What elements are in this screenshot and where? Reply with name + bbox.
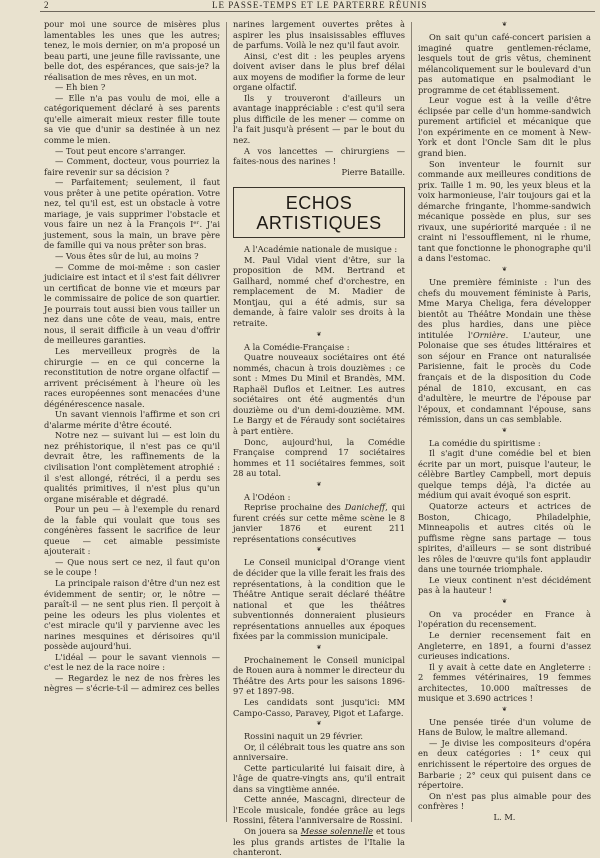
paragraph: On n'est pas plus aimable pour des confrères !: [418, 790, 591, 812]
paragraph: Cette particularité lui faisait dire, à l'âge de quatre-vingts ans, qu'il entrait dans sa vingtième année.: [233, 762, 405, 794]
separator-ornament: ❦: [316, 720, 322, 728]
header-rule: [40, 11, 595, 12]
author-signature: L. M.: [493, 811, 516, 822]
paragraph: Prochainement le Conseil municipal de Rouen aura à nommer le directeur du Théâtre des Arts pour les saisons 1896-97 et 1897-98.: [233, 654, 405, 697]
paragraph: pour moi une source de misères plus lamentables les unes que les autres; tenez, le mois dernier, on m'a proposé un beau parti, une jeune fille ravissante, une belle dot, des espérances, que sais-je? la réalisation de mes rêves, en un mot.: [44, 19, 220, 82]
separator-ornament: ❦: [316, 330, 322, 338]
section-subhead: La comédie du spiritisme :: [429, 437, 541, 448]
paragraph: Notre nez — suivant lui — est loin du nez préhistorique, il n'est pas ce qu'il devrait être, les raffinements de la civilisation l'ont complètement atrophié : il s'est allongé, rétréci, il a perdu ses qualités primitives, il n'est plus qu'un organe misérable et dégradé.: [44, 430, 220, 504]
separator-ornament: ❦: [316, 480, 322, 488]
paragraph: — Regardez le nez de nos frères les nègres — s'écrie-t-il — admirez ces belles: [44, 672, 220, 694]
paragraph: Le dernier recensement fait en Angleterre, en 1891, a fourni d'assez curieuses indications.: [418, 629, 591, 662]
paragraph: Les merveilleux progrès de la chirurgie — en ce qui concerne la reconstitution de notre organe olfactif — arrivent précisément à l'heure où les races européennes sont menacées d'une dégénérescence nasale.: [44, 345, 220, 409]
author-signature: Pierre Bataille.: [341, 166, 405, 177]
separator-ornament: ❦: [501, 426, 508, 434]
separator-ornament: ❦: [316, 643, 322, 651]
paragraph: Cette année, Mascagni, directeur de l'Ecole musicale, fondée grâce au legs Rossini, fêtera l'anniversaire de Rossini.: [233, 794, 405, 826]
play-title: Ornière: [473, 329, 506, 340]
section-subhead: A l'Académie nationale de musique :: [244, 244, 398, 255]
page-number: 2: [44, 0, 50, 10]
section-subhead: A la Comédie-Française :: [244, 341, 350, 352]
paragraph: Donc, aujourd'hui, la Comédie Française comprend 17 sociétaires hommes et 11 sociétaires femmes, soit 28 au total.: [233, 436, 405, 479]
paragraph: Son inventeur le fournit sur commande aux meilleures conditions de prix. Taille 1 m. 90, les yeux bleus et la voix harmonieuse, l'air toujours gai et la démarche fringante, l'homme-sandwich mécanique possède en plus, sur ses rivaux, une supériorité marquée : il ne craint ni l'essoufflement, ni le rhume, tant que fonctionne le phonographe qu'il a dans l'estomac.: [418, 158, 591, 264]
paragraph: narines largement ouvertes prêtes à aspirer les plus insaisissables effluves de parfums. Voilà le nez qu'il faut avoir.: [233, 19, 405, 51]
column-divider-2: [411, 22, 412, 822]
newspaper-title: LE PASSE-TEMPS ET LE PARTERRE RÉUNIS: [212, 0, 428, 10]
paragraph: Leur vogue est à la veille d'être éclipsée par celle d'un homme-sandwich purement artificiel et mécanique que l'on expérimente en ce moment à New-York et dont l'Oncle Sam dit le plus grand bien.: [418, 95, 591, 159]
paragraph: — Elle n'a pas voulu de moi, elle a catégoriquement déclaré à ses parents qu'elle aimerait mieux rester fille toute sa vie que d'unir sa destinée à un nez comme le mien.: [44, 92, 220, 146]
paragraph: Pour un peu — à l'exemple du renard de la fable qui voulait que tous ses congénères fassent le sacrifice de leur queue — cet aimable pessimiste ajouterait :: [44, 504, 220, 557]
column-3: [418, 19, 591, 822]
paragraph: M. Paul Vidal vient d'être, sur la proposition de MM. Bertrand et Gailhard, nommé chef d'orchestre, en remplacement de M. Madier de Montjau, qui a été admis, sur sa demande, à faire valoir ses droits à la retraite.: [233, 254, 405, 329]
separator-ornament: ❦: [501, 705, 508, 713]
separator-ornament: ❦: [316, 546, 322, 554]
paragraph: Quatorze acteurs et actrices de Boston, Chicago, Philadelphie, Minneapolis et autres cités où le puffisme règne sans partage — tous spirites, d'ailleurs — se sont distribué les rôles de l'œuvre qu'ils font applaudir dans une tournée triomphale.: [418, 500, 591, 575]
paragraph: Quatre nouveaux sociétaires ont été nommés, chacun à trois douzièmes : ce sont : Mmes Du Minil et Brandès, MM. Raphaël Duflos et Leitner. Les autres sociétaires ont été augmentés d'un douzième ou d'un demi-douzième. MM. Le Bargy et de Féraudy sont sociétaires à part entière.: [233, 352, 405, 436]
paragraph: L'idéal — pour le savant viennois — c'est le nez de la race noire :: [44, 651, 220, 673]
paragraph: On sait qu'un café-concert parisien a imaginé quatre gentlemen-réclame, lesquels tout de gris vêtus, cheminent mélancoliquement sur le boulevard d'un pas automatique en psalmodiant le programme de cet établissement.: [418, 32, 591, 95]
paragraph: — Tout peut encore s'arranger.: [55, 145, 186, 156]
work-title: Messe solennelle: [300, 826, 374, 836]
paragraph: On va procéder en France à l'opération du recensement.: [418, 608, 591, 630]
section-title: ECHOS ARTISTIQUES: [233, 187, 405, 238]
paragraph: Le Conseil municipal d'Orange vient de décider que la ville ferait les frais des représentations, à la condition que le Théâtre Antique serait déclaré théâtre national et que les théâtres subventionnés donneraient plusieurs représentations annuelles aux époques fixées par la commission municipale.: [233, 557, 405, 642]
column-1: [44, 19, 220, 694]
paragraph: Ainsi, c'est dit : les peuples aryens doivent aviser dans le plus bref délai aux moyens de modifier la forme de leur organe olfactif.: [233, 50, 405, 93]
column-divider-1: [226, 22, 227, 822]
separator-ornament: ❦: [501, 597, 508, 605]
separator-ornament: ❦: [501, 21, 508, 28]
paragraph: A vos lancettes — chirurgiens — faites-nous des narines !: [233, 145, 405, 167]
paragraph: — Que nous sert ce nez, il faut qu'on se le coupe !: [44, 556, 220, 578]
paragraph: — Vous êtes sûr de lui, au moins ?: [55, 251, 199, 262]
paragraph: Rossini naquit un 29 février.: [244, 731, 364, 742]
separator-ornament: ❦: [501, 266, 508, 274]
paragraph: Les candidats sont jusqu'ici: MM Campo-Casso, Paravey, Pigot et Lafarge.: [233, 696, 405, 718]
section-subhead: A l'Odéon :: [244, 491, 291, 502]
paragraph: Il y avait à cette date en Angleterre : 2 femmes vétérinaires, 19 femmes architectes, 10.000 maîtresses de musique et 3.690 actrices !: [418, 661, 591, 704]
paragraph: Or, il célébrait tous les quatre ans son anniversaire.: [233, 741, 405, 763]
paragraph: Le vieux continent n'est décidément pas à la hauteur !: [418, 574, 591, 596]
play-title: Danicheff: [344, 502, 386, 513]
paragraph: Un savant viennois l'affirme et son cri d'alarme mérite d'être écouté.: [44, 409, 220, 430]
paragraph: Ils y trouveront d'ailleurs un avantage inappréciable : c'est qu'il sera plus difficile de les mener — comme on l'a fait jusqu'à présent — par le bout du nez.: [233, 92, 405, 146]
paragraph: — Comment, docteur, vous pourriez la faire revenir sur sa décision ?: [44, 156, 220, 177]
paragraph: — Parfaitement; seulement, il faut vous prêter à une petite opération. Votre nez, tel qu'il est, est un obstacle à votre mariage, je vais supprimer l'obstacle et vous faire un nez à la François Iᵉʳ. J'ai justement, sous la main, un brave père de famille qui va nous prêter son bras.: [44, 177, 220, 251]
column-2: [233, 19, 405, 858]
paragraph: Il s'agit d'une comédie bel et bien écrite par un mort, puisque l'auteur, le célèbre Bartley Campbell, mort depuis quelque temps déjà, l'a dictée au médium qui avait évoqué son esprit.: [418, 448, 591, 501]
paragraph: Une pensée tirée d'un volume de Hans de Bulow, le maître allemand.: [418, 716, 591, 738]
paragraph: Une première féministe : l'un des chefs du mouvement féministe à Paris, Mme Marya Cheliga, fera développer bientôt au Théâtre Mondain une thèse des plus hardies, dans une pièce intitulée l'Ornière. L'auteur, une Polonaise que ses études littéraires et son séjour en France ont naturalisée Parisienne, fait le procès du Code français et de la disposition du Code pénal de 1810, excusant, en cas d'adultère, le meurtre de l'épouse par l'époux, et condamnant l'épouse, sans rémission, dans un cas semblable.: [418, 277, 591, 425]
paragraph: Reprise prochaine des Danicheff, qui furent créés sur cette même scène le 8 janvier 1876 et eurent 211 représentations consécutives: [233, 502, 405, 544]
paragraph: — Je divise les compositeurs d'opéra en deux catégories : 1° ceux qui enrichissent le répertoire des orgues de Barbarie ; 2° ceux qui puisent dans ce répertoire.: [418, 737, 591, 791]
paragraph: La principale raison d'être d'un nez est évidemment de sentir; or, le nôtre — paraît-il — ne sent plus rien. Il perçoit à peine les odeurs les plus violentes et c'est miracle qu'il y parvienne avec les narines mesquines et dérisoires qu'il possède aujourd'hui.: [44, 577, 220, 652]
paragraph: — Eh bien ?: [55, 82, 106, 93]
paragraph: On jouera sa Messe solennelle et tous les plus grands artistes de l'Italie la chanteront.: [233, 826, 405, 858]
paragraph: — Comme de moi-même : son casier judiciaire est intact et il s'est fait délivrer un certificat de bonne vie et mœurs par le commissaire de police de son quartier. Je pourrais tout aussi bien vous tailler un nez dans une côte de veau, mais, entre nous, il serait difficile à un veau d'offrir de meilleures garanties.: [44, 261, 220, 346]
